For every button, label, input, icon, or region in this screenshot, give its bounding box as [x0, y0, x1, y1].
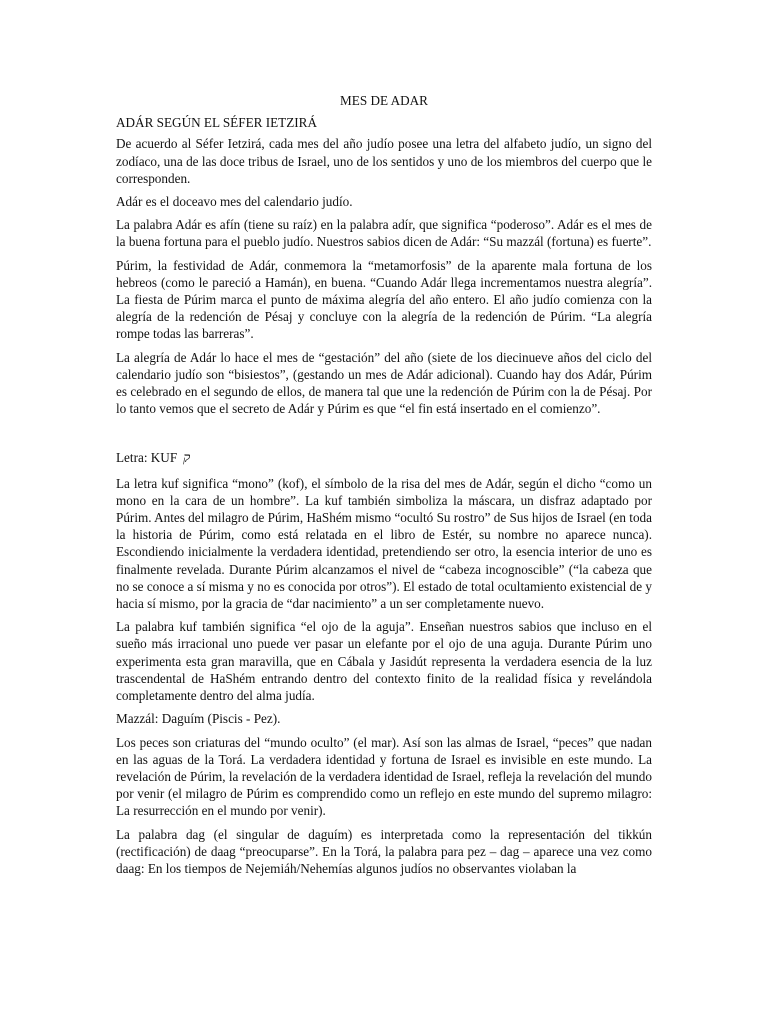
intro-paragraph: Púrim, la festividad de Adár, conmemora la “metamorfosis” de la aparente mala fortuna de los hebreos (como le pareció a Hamán), en buena. “Cuando Adár llega incrementamos nuestra alegría”. La fiesta de Púrim marca el punto de máxima alegría del año entero. El año judío comienza con la alegría de la redención de Pésaj y concluye con la alegría de la redención de Púrim. “La alegría rompe todas las barreras”.: [116, 257, 652, 342]
letra-label: Letra: KUF: [116, 450, 178, 466]
document-title: MES DE ADAR: [340, 93, 428, 108]
intro-paragraph: De acuerdo al Séfer Ietzirá, cada mes del año judío posee una letra del alfabeto judío, un signo del zodíaco, una de las doce tribus de Israel, uno de los sentidos y uno de los miembros del cuerpo que le corresponden.: [116, 136, 652, 186]
letra-paragraph: La letra kuf significa “mono” (kof), el símbolo de la risa del mes de Adár, según el dicho “como un mono en la cara de un hombre”. La kuf también simboliza la máscara, un disfraz adaptado por Púrim. Antes del milagro de Púrim, HaShém mismo “ocultó Su rostro” de Sus hijos de Israel (en toda la historia de Púrim, como está relatada en el libro de Estér, su nombre no aparece nunca). Escondiendo inicialmente la verdadera identidad, pretendiendo ser otro, la esencia interior de uno es finalmente revelada. Durante Púrim alcanzamos el nivel de “cabeza incognoscible” (“la cabeza que no se conoce a sí misma y no es conocida por otros”). El estado de total ocultamiento existencial de y hacia sí mismo, por la gracia de “dar nacimiento” a un ser completamente nuevo.: [116, 475, 652, 612]
section-spacer: [116, 423, 652, 449]
intro-paragraph: La alegría de Adár lo hace el mes de “gestación” del año (siete de los diecinueve años del ciclo del calendario judío son “bisiestos”, (gestando un mes de Adár adicional). Cuando hay dos Adár, Púrim es celebrado en el segundo de ellos, de manera tal que une la redención de Púrim con la de Pésaj. Por lo tanto vemos que el secreto de Adár y Púrim es que “el fin está insertado en el comienzo”.: [116, 349, 652, 417]
hebrew-letter-kuf: ק: [183, 450, 191, 466]
document-page: [116, 92, 652, 883]
section-heading-sefer-ietzira: ADÁR SEGÚN EL SÉFER IETZIRÁ: [116, 115, 317, 131]
letra-paragraph: La palabra kuf también significa “el ojo de la aguja”. Enseñan nuestros sabios que incluso en el sueño más irracional uno puede ver pasar un elefante por el ojo de una aguja. Durante Púrim uno experimenta esta gran maravilla, que en Cábala y Jasidút representa la verdadera esencia de la luz trascendental de HaShém entrando dentro del contexto finito de la realidad física y revelándola completamente dentro del alma judía.: [116, 619, 652, 704]
intro-paragraph: La palabra Adár es afín (tiene su raíz) en la palabra adír, que significa “poderoso”. Adár es el mes de la buena fortuna para el pueblo judío. Nuestros sabios dicen de Adár: “Su mazzál (fortuna) es fuerte”.: [116, 217, 652, 250]
mazzal-heading: Mazzál: Daguím (Piscis - Pez).: [116, 711, 281, 727]
intro-paragraph: Adár es el doceavo mes del calendario judío.: [116, 194, 353, 210]
letra-heading: [116, 449, 652, 466]
mazzal-paragraph: Los peces son criaturas del “mundo oculto” (el mar). Así son las almas de Israel, “peces” que nadan en las aguas de la Torá. La verdadera identidad y fortuna de Israel es invisible en este mundo. La revelación de Púrim, la revelación de la verdadera identidad de Israel, refleja la revelación del mundo por venir (el milagro de Púrim es comprendido como un reflejo en este mundo del supremo milagro: La resurrección en el mundo por venir).: [116, 734, 652, 819]
mazzal-paragraph: La palabra dag (el singular de daguím) es interpretada como la representación del tikkún (rectificación) de daag “preocuparse”. En la Torá, la palabra para pez – dag – aparece una vez como daag: En los tiempos de Nejemiáh/Nehemías algunos judíos no observantes violaban la: [116, 826, 652, 876]
